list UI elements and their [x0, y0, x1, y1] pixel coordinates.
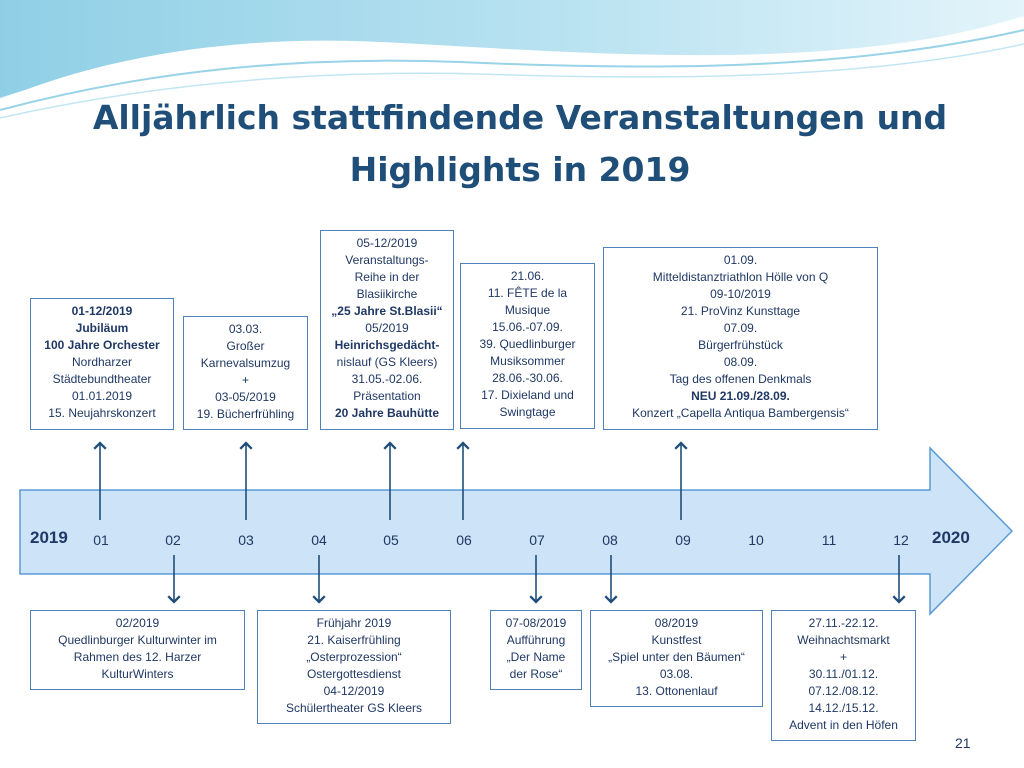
event-text-line: 39. Quedlinburger — [479, 337, 576, 351]
month-label: 05 — [383, 532, 399, 548]
month-label: 11 — [821, 532, 837, 548]
event-box-kunstfest — [590, 610, 763, 707]
event-text-line: NEU 21.09./28.09. — [691, 389, 790, 403]
event-text-line: „Der Name — [506, 650, 566, 664]
event-text-line: 07.09. — [723, 321, 758, 335]
event-text-line: 03.03. — [228, 322, 263, 336]
event-text-line: + — [839, 650, 847, 664]
event-text-line: Swingtage — [499, 405, 556, 419]
event-text-line: 27.11.-22.12. — [808, 616, 879, 630]
month-label: 02 — [165, 532, 181, 548]
event-text-line: Aufführung — [506, 633, 566, 647]
event-text-line: Kunstfest — [651, 633, 702, 647]
event-text-line: 02/2019 — [115, 616, 160, 630]
end-year-label: 2020 — [932, 528, 970, 547]
event-text-line: 21.06. — [510, 269, 545, 283]
event-text-line: Nordharzer — [71, 355, 133, 369]
event-text-line: „Osterprozession“ — [306, 650, 402, 664]
event-text-line: 31.05.-02.06. — [351, 372, 423, 386]
event-text-line: Rahmen des 12. Harzer — [73, 650, 202, 664]
event-box-fete-de-la-musique — [460, 263, 595, 429]
month-label: 10 — [748, 532, 764, 548]
month-label: 12 — [893, 532, 909, 548]
event-text-line: 07-08/2019 — [505, 616, 567, 630]
slide-title-line-2: Highlights in 2019 — [349, 150, 691, 189]
slide-title-line-1: Alljährlich stattfindende Veranstaltungen und — [92, 98, 948, 137]
event-text-line: Frühjahr 2019 — [316, 616, 392, 630]
event-text-line: 03.08. — [659, 667, 694, 681]
event-text-line: Blasiikirche — [356, 287, 418, 301]
month-label: 08 — [602, 532, 618, 548]
event-text-line: 30.11./01.12. — [808, 667, 879, 681]
event-text-line: Karnevalsumzug — [200, 356, 291, 370]
event-text-line: 21. ProVinz Kunsttage — [680, 304, 801, 318]
month-label: 03 — [238, 532, 254, 548]
event-box-der-name-der-rose — [490, 610, 582, 690]
month-label: 06 — [456, 532, 472, 548]
event-text-line: Tag des offenen Denkmals — [669, 372, 812, 386]
event-text-line: Präsentation — [353, 389, 421, 403]
event-text-line: 20 Jahre Bauhütte — [334, 406, 440, 420]
event-box-weihnachtsmarkt — [771, 610, 916, 741]
month-label: 09 — [675, 532, 691, 548]
event-text-line: Ostergottesdienst — [306, 667, 402, 681]
event-box-karneval — [183, 316, 308, 430]
event-box-jubilaeum — [30, 298, 174, 430]
event-text-line: 100 Jahre Orchester — [44, 338, 160, 352]
event-text-line: 13. Ottonenlauf — [635, 684, 718, 698]
event-text-line: 05/2019 — [365, 321, 409, 335]
event-text-line: Weihnachtsmarkt — [797, 633, 890, 647]
month-label: 07 — [529, 532, 545, 548]
event-text-line: der Rose“ — [509, 667, 563, 681]
event-text-line: Quedlinburger Kulturwinter im — [58, 633, 217, 647]
event-text-line: 09-10/2019 — [710, 287, 771, 301]
event-text-line: 01.09. — [723, 253, 758, 267]
event-text-line: Heinrichsgedächt- — [334, 338, 440, 352]
month-label: 04 — [311, 532, 327, 548]
event-text-line: Städtebundtheater — [52, 372, 152, 386]
page-number: 21 — [955, 735, 971, 751]
event-text-line: 21. Kaiserfrühling — [307, 633, 401, 647]
event-text-line: 08/2019 — [654, 616, 699, 630]
event-box-triathlon — [603, 247, 878, 430]
event-text-line: 11. FÊTE de la — [487, 286, 568, 300]
event-text-line: 19. Bücherfrühling — [196, 407, 295, 421]
event-text-line: Jubiläum — [75, 321, 129, 335]
event-text-line: Mitteldistanztriathlon Hölle von Q — [652, 270, 829, 284]
event-text-line: + — [241, 373, 249, 387]
event-text-line: 28.06.-30.06. — [492, 371, 563, 385]
event-text-line: 08.09. — [723, 355, 758, 369]
event-text-line: 05-12/2019 — [356, 236, 418, 250]
event-text-line: 07.12./08.12. — [808, 684, 879, 698]
start-year-label: 2019 — [30, 528, 68, 547]
event-text-line: 01-12/2019 — [71, 304, 133, 318]
event-text-line: Reihe in der — [354, 270, 420, 284]
event-text-line: Konzert „Capella Antiqua Bambergensis“ — [632, 406, 849, 420]
event-text-line: KulturWinters — [101, 667, 174, 681]
timeline-arrow — [20, 448, 1012, 614]
event-text-line: 15.06.-07.09. — [492, 320, 563, 334]
event-text-line: Musique — [504, 303, 551, 317]
event-text-line: 17. Dixieland und — [481, 388, 574, 402]
event-box-kulturwinter — [30, 610, 245, 690]
month-label: 01 — [93, 532, 109, 548]
event-text-line: Schülertheater GS Kleers — [285, 701, 423, 715]
event-text-line: 03-05/2019 — [215, 390, 276, 404]
event-text-line: 01.01.2019 — [71, 389, 133, 403]
event-text-line: „25 Jahre St.Blasii“ — [331, 304, 443, 318]
event-box-blasiikirche — [320, 230, 454, 430]
event-text-line: 15. Neujahrskonzert — [48, 406, 156, 420]
event-box-kaiserfruehling — [257, 610, 451, 724]
event-text-line: „Spiel unter den Bäumen“ — [608, 650, 745, 664]
event-text-line: 14.12./15.12. — [808, 701, 879, 715]
event-text-line: Musiksommer — [490, 354, 565, 368]
event-text-line: Veranstaltungs- — [345, 253, 429, 267]
event-text-line: Bürgerfrühstück — [698, 338, 783, 352]
event-text-line: Advent in den Höfen — [789, 718, 898, 732]
event-text-line: 04-12/2019 — [323, 684, 385, 698]
event-text-line: Großer — [226, 339, 265, 353]
event-text-line: nislauf (GS Kleers) — [336, 355, 438, 369]
